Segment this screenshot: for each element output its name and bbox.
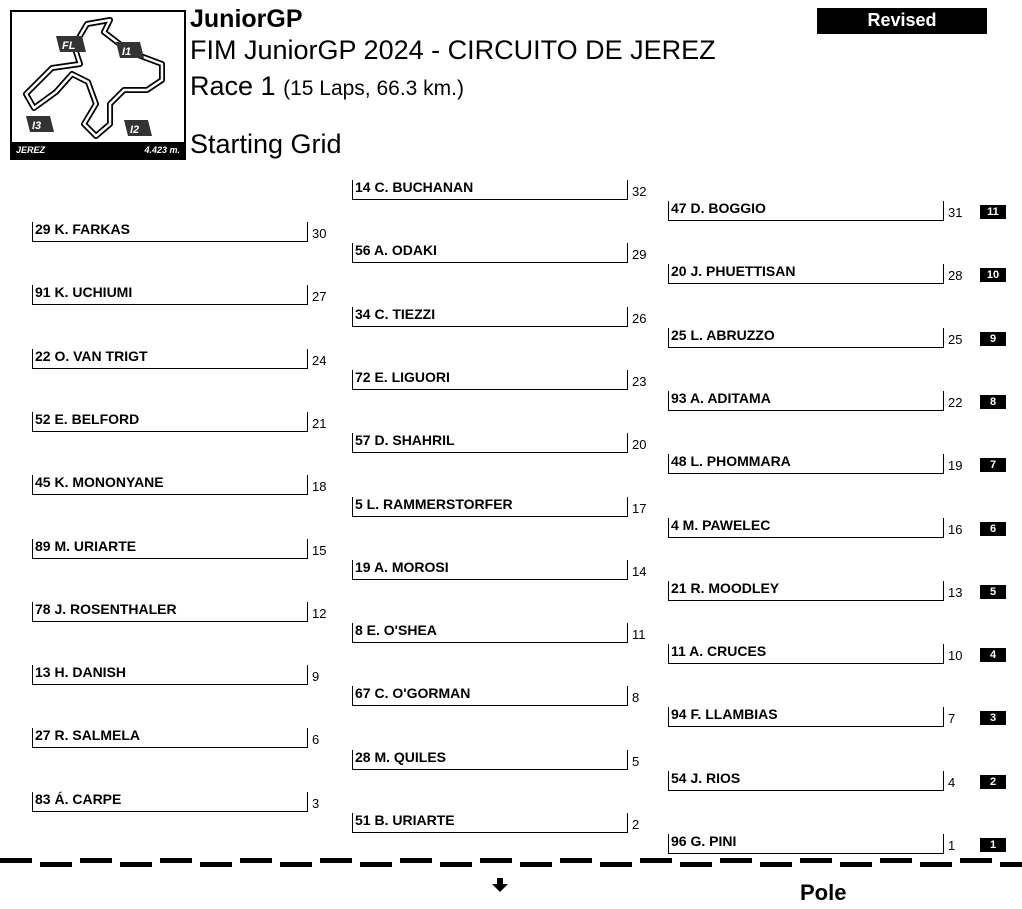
grid-position: 28 [948,268,963,283]
row-badge: 9 [980,332,1006,346]
grid-slot [32,475,348,505]
grid-slot [668,518,984,548]
grid-slot [668,328,984,358]
rider-name: 14 C. BUCHANAN [352,180,628,200]
start-line-dash [600,862,632,867]
rider-name: 48 L. PHOMMARA [668,454,944,474]
grid-position: 26 [632,311,647,326]
rider-name: 21 R. MOODLEY [668,581,944,601]
grid-slot [352,307,668,337]
start-line-dash [40,862,72,867]
rider-name: 25 L. ABRUZZO [668,328,944,348]
track-map-icon [12,12,184,142]
series-title: JuniorGP [190,5,303,33]
grid-position: 14 [632,564,647,579]
rider-name: 91 K. UCHIUMI [32,285,308,305]
grid-position: 30 [312,226,327,241]
grid-position: 22 [948,395,963,410]
start-line-dash [760,862,792,867]
track-info-bar [12,142,184,158]
rider-name: 4 M. PAWELEC [668,518,944,538]
grid-slot [668,707,984,737]
grid-position: 19 [948,458,963,473]
grid-position: 16 [948,522,963,537]
marker-fl [56,36,86,52]
start-line-dash [520,862,552,867]
start-line-dash [720,858,752,863]
rider-name: 78 J. ROSENTHALER [32,602,308,622]
start-line-dash [920,862,952,867]
rider-name: 27 R. SALMELA [32,728,308,748]
direction-arrow-icon [490,878,510,892]
grid-slot [352,750,668,780]
rider-name: 19 A. MOROSI [352,560,628,580]
rider-name: 67 C. O'GORMAN [352,686,628,706]
grid-position: 24 [312,353,327,368]
grid-slot [352,813,668,843]
rider-name: 83 Á. CARPE [32,792,308,812]
grid-position: 31 [948,205,963,220]
grid-slot [352,433,668,463]
grid-slot [32,349,348,379]
grid-slot [668,644,984,674]
start-line-dash [120,862,152,867]
grid-slot [352,370,668,400]
grid-position: 21 [312,416,327,431]
start-line-dash [280,862,312,867]
marker-i3 [26,116,54,132]
rider-name: 94 F. LLAMBIAS [668,707,944,727]
row-badge: 1 [980,838,1006,852]
start-line-dash [240,858,272,863]
race-name: Race 1 [190,71,276,101]
marker-i1 [116,42,144,58]
rider-name: 13 H. DANISH [32,665,308,685]
row-badge: 7 [980,458,1006,472]
status-badge: Revised [817,8,987,34]
grid-slot [352,243,668,273]
track-length: 4.423 m. [144,145,180,155]
grid-slot [668,454,984,484]
rider-name: 8 E. O'SHEA [352,623,628,643]
row-badge: 10 [980,268,1006,282]
grid-position: 12 [312,606,327,621]
grid-position: 6 [312,732,320,747]
rider-name: 11 A. CRUCES [668,644,944,664]
grid-slot [32,665,348,695]
grid-slot [352,497,668,527]
grid-slot [32,412,348,442]
grid-position: 2 [632,817,640,832]
rider-name: 93 A. ADITAMA [668,391,944,411]
rider-name: 54 J. RIOS [668,771,944,791]
grid-position: 15 [312,543,327,558]
start-line [0,858,1022,868]
row-badge: 4 [980,648,1006,662]
start-line-dash [160,858,192,863]
start-line-dash [440,862,472,867]
pole-label: Pole [800,880,847,905]
svg-text:FL: FL [62,40,76,52]
grid-position: 32 [632,184,647,199]
grid-slot [668,264,984,294]
start-line-dash [320,858,352,863]
rider-name: 89 M. URIARTE [32,539,308,559]
rider-name: 45 K. MONONYANE [32,475,308,495]
start-line-dash [480,858,512,863]
grid-slot [668,201,984,231]
rider-name: 72 E. LIGUORI [352,370,628,390]
rider-name: 28 M. QUILES [352,750,628,770]
grid-position: 4 [948,775,956,790]
rider-name: 29 K. FARKAS [32,222,308,242]
grid-slot [668,581,984,611]
grid-position: 23 [632,374,647,389]
start-line-dash [800,858,832,863]
grid-position: 25 [948,332,963,347]
start-line-dash [640,858,672,863]
grid-slot [32,222,348,252]
start-line-dash [400,858,432,863]
start-line-dash [1000,862,1022,867]
grid-position: 18 [312,479,327,494]
row-badge: 6 [980,522,1006,536]
grid-position: 9 [312,669,320,684]
grid-slot [32,792,348,822]
grid-position: 13 [948,585,963,600]
grid-slot [668,391,984,421]
grid-position: 29 [632,247,647,262]
start-line-dash [560,858,592,863]
grid-slot [352,623,668,653]
grid-position: 8 [632,690,640,705]
start-line-dash [360,862,392,867]
grid-position: 20 [632,437,647,452]
grid-position: 11 [632,627,646,642]
row-badge: 8 [980,395,1006,409]
race-details: (15 Laps, 66.3 km.) [283,77,464,100]
grid-position: 10 [948,648,963,663]
rider-name: 96 G. PINI [668,834,944,854]
start-line-dash [840,862,872,867]
start-line-dash [880,858,912,863]
track-logo [10,10,186,160]
rider-name: 22 O. VAN TRIGT [32,349,308,369]
start-line-dash [200,862,232,867]
grid-slot [32,602,348,632]
grid-position: 27 [312,289,327,304]
grid-position: 7 [948,711,956,726]
start-line-dash [680,862,712,867]
rider-name: 34 C. TIEZZI [352,307,628,327]
start-line-dash [80,858,112,863]
svg-text:I2: I2 [130,124,140,136]
grid-slot [32,539,348,569]
grid-position: 17 [632,501,647,516]
grid-slot [32,285,348,315]
rider-name: 5 L. RAMMERSTORFER [352,497,628,517]
grid-position: 1 [948,838,956,853]
grid-slot [352,686,668,716]
track-name: JEREZ [16,145,46,155]
grid-slot [352,560,668,590]
rider-name: 57 D. SHAHRIL [352,433,628,453]
grid-position: 5 [632,754,640,769]
grid-slot [32,728,348,758]
marker-i2 [124,120,152,136]
document-title: Starting Grid [190,129,342,159]
rider-name: 52 E. BELFORD [32,412,308,432]
rider-name: 20 J. PHUETTISAN [668,264,944,284]
start-line-dash [0,858,32,863]
row-badge: 11 [980,205,1006,219]
rider-name: 51 B. URIARTE [352,813,628,833]
row-badge: 2 [980,775,1006,789]
svg-text:I1: I1 [122,46,132,58]
grid-slot [352,180,668,210]
row-badge: 5 [980,585,1006,599]
svg-text:I3: I3 [32,120,42,132]
start-line-dash [960,858,992,863]
grid-slot [668,771,984,801]
rider-name: 47 D. BOGGIO [668,201,944,221]
rider-name: 56 A. ODAKI [352,243,628,263]
row-badge: 3 [980,711,1006,725]
grid-position: 3 [312,796,320,811]
event-title: FIM JuniorGP 2024 - CIRCUITO DE JEREZ [190,35,716,65]
race-title [190,70,464,105]
